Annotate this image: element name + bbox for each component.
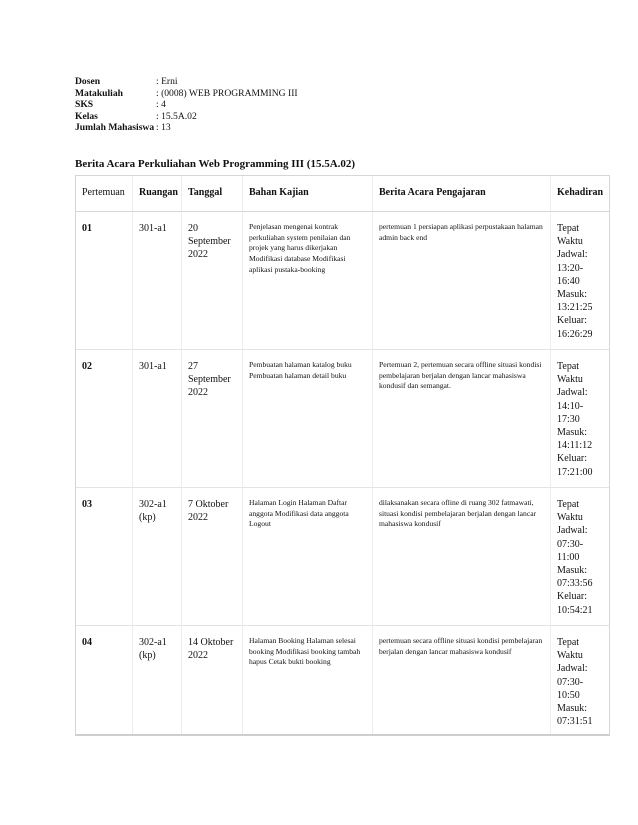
cell-pertemuan: 01 <box>76 212 133 350</box>
header-tanggal: Tanggal <box>182 176 243 212</box>
dosen-value: : Erni <box>156 76 178 87</box>
cell-tanggal: 27 September 2022 <box>182 350 243 488</box>
cell-tanggal: 7 Oktober 2022 <box>182 488 243 626</box>
info-row-kelas <box>75 111 298 123</box>
cell-pertemuan: 03 <box>76 488 133 626</box>
info-row-jumlah <box>75 122 298 134</box>
header-bahan-kajian: Bahan Kajian <box>243 176 373 212</box>
cell-ruangan: 301-a1 <box>133 212 182 350</box>
kelas-value: : 15.5A.02 <box>156 110 197 122</box>
table-row <box>76 350 609 488</box>
matakuliah-value: : (0008) WEB PROGRAMMING III <box>156 87 298 99</box>
kehadiran-keluar: Keluar: 16:26:29 <box>557 315 593 340</box>
kehadiran-status: Tepat Waktu <box>557 223 583 248</box>
sks-value: : 4 <box>156 99 166 111</box>
kehadiran-jadwal: Jadwal: 07:30-11:00 <box>557 525 588 563</box>
jumlah-label: Jumlah Mahasiswa <box>75 122 155 134</box>
kehadiran-keluar: Keluar: 10:54:21 <box>557 591 593 616</box>
kehadiran-status: Tepat Waktu <box>557 637 583 662</box>
cell-berita-acara: Pertemuan 2, pertemuan secara offline situasi kondisi pembelajaran berjalan dengan lancar mahasiswa kondusif dan semangat. <box>373 350 551 488</box>
kehadiran-jadwal: Jadwal: 07:30-10:50 <box>557 663 588 701</box>
cell-berita-acara: pertemuan secara offline situasi kondisi pembelajaran berjalan dengan lancar mahasiswa kondusif <box>373 626 551 734</box>
info-row-dosen <box>75 76 298 88</box>
table-header-row <box>76 176 609 212</box>
info-row-matakuliah <box>75 88 298 100</box>
cell-kehadiran <box>551 488 609 626</box>
cell-ruangan: 301-a1 <box>133 350 182 488</box>
kehadiran-masuk: Masuk: 13:21:25 <box>557 289 593 314</box>
bap-table <box>75 175 610 736</box>
table-row <box>76 626 609 734</box>
jumlah-value: : 13 <box>156 122 171 134</box>
info-row-sks <box>75 99 298 111</box>
kehadiran-masuk: Masuk: 07:31:51 <box>557 703 593 728</box>
cell-pertemuan: 04 <box>76 626 133 734</box>
cell-bahan-kajian: Penjelasan mengenai kontrak perkuliahan system penilaian dan projek yang harus dikerjakan Modifikasi database Modifikasi aplikasi pustaka-booking <box>243 212 373 350</box>
cell-bahan-kajian: Halaman Booking Halaman selesai booking Modifikasi booking tambah hapus Cetak bukti booking <box>243 626 373 734</box>
header-kehadiran: Kehadiran <box>551 176 609 212</box>
kehadiran-jadwal: Jadwal: 14:10-17:30 <box>557 387 588 425</box>
cell-berita-acara: dilaksanakan secara ofline di ruang 302 fatmawati, situasi kondisi pembelajaran berjalan dengan lancar mahasiswa kondusif <box>373 488 551 626</box>
header-ruangan: Ruangan <box>133 176 182 212</box>
matakuliah-label: Matakuliah <box>75 87 123 99</box>
header-berita-acara: Berita Acara Pengajaran <box>373 176 551 212</box>
course-info <box>75 76 298 134</box>
cell-ruangan: 302-a1 (kp) <box>133 626 182 734</box>
header-pertemuan: Pertemuan <box>76 176 133 212</box>
kelas-label: Kelas <box>75 110 98 122</box>
cell-pertemuan: 02 <box>76 350 133 488</box>
kehadiran-masuk: Masuk: 07:33:56 <box>557 565 593 590</box>
cell-bahan-kajian: Halaman Login Halaman Daftar anggota Modifikasi data anggota Logout <box>243 488 373 626</box>
kehadiran-status: Tepat Waktu <box>557 499 583 524</box>
page-title: Berita Acara Perkuliahan Web Programming III (15.5A.02) <box>75 158 356 170</box>
cell-kehadiran <box>551 212 609 350</box>
cell-tanggal: 20 September 2022 <box>182 212 243 350</box>
kehadiran-status: Tepat Waktu <box>557 361 583 386</box>
dosen-label: Dosen <box>75 76 101 87</box>
cell-berita-acara: pertemuan 1 persiapan aplikasi perpustakaan halaman admin back end <box>373 212 551 350</box>
kehadiran-masuk: Masuk: 14:11:12 <box>557 427 593 452</box>
sks-label: SKS <box>75 99 94 111</box>
cell-tanggal: 14 Oktober 2022 <box>182 626 243 734</box>
cell-ruangan: 302-a1 (kp) <box>133 488 182 626</box>
table-row <box>76 488 609 626</box>
table-row <box>76 212 609 350</box>
cell-kehadiran <box>551 350 609 488</box>
cell-kehadiran <box>551 626 609 734</box>
kehadiran-keluar: Keluar: 17:21:00 <box>557 453 593 478</box>
cell-bahan-kajian: Pembuatan halaman katalog buku Pembuatan halaman detail buku <box>243 350 373 488</box>
kehadiran-jadwal: Jadwal: 13:20-16:40 <box>557 249 588 287</box>
